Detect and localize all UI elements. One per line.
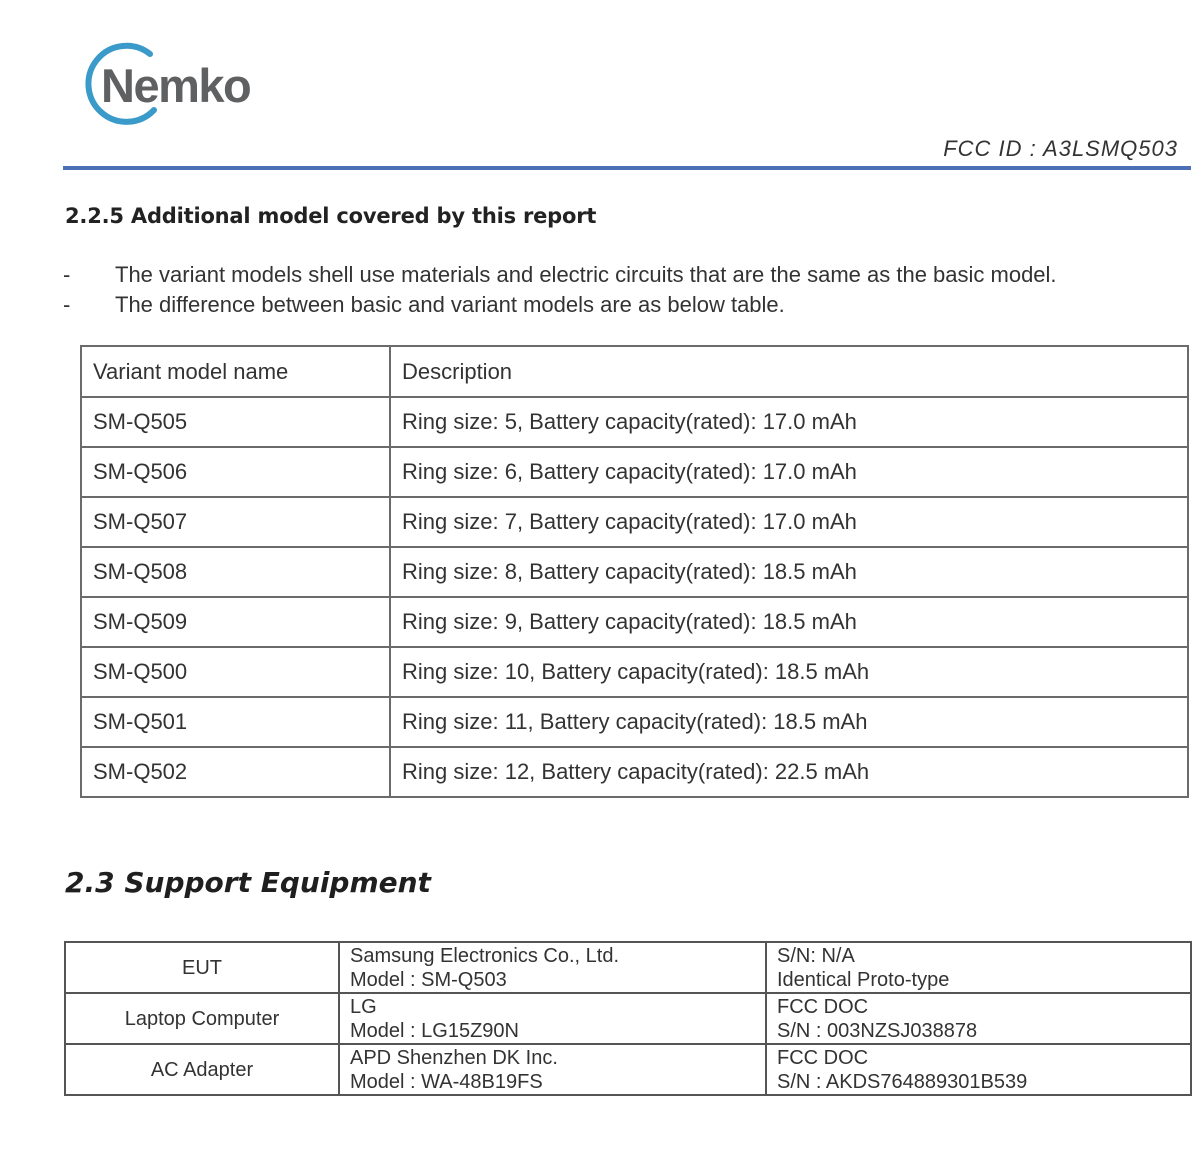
manufacturer-text: Samsung Electronics Co., Ltd. bbox=[350, 944, 620, 967]
model-cell: SM-Q509 bbox=[81, 597, 390, 647]
table-header-row bbox=[81, 346, 1188, 397]
description-cell: Ring size: 6, Battery capacity(rated): 17.0 mAh bbox=[390, 447, 1188, 497]
table-row bbox=[81, 697, 1188, 747]
bullet-item bbox=[63, 290, 1057, 320]
variant-models-table bbox=[80, 345, 1189, 798]
table-row bbox=[65, 993, 1191, 1044]
description-cell: Ring size: 9, Battery capacity(rated): 18.5 mAh bbox=[390, 597, 1188, 647]
header-divider bbox=[63, 166, 1191, 170]
section-heading-support-equipment: 2.3 Support Equipment bbox=[65, 866, 431, 899]
bullet-text: The difference between basic and variant models are as below table. bbox=[115, 292, 785, 317]
manufacturer-model-cell bbox=[339, 1044, 766, 1095]
table-row bbox=[81, 447, 1188, 497]
model-cell: SM-Q501 bbox=[81, 697, 390, 747]
description-cell: Ring size: 8, Battery capacity(rated): 18.5 mAh bbox=[390, 547, 1188, 597]
manufacturer-text: APD Shenzhen DK Inc. bbox=[350, 1046, 558, 1069]
table-row bbox=[81, 647, 1188, 697]
certification-serial-cell bbox=[766, 993, 1191, 1044]
model-cell: SM-Q502 bbox=[81, 747, 390, 797]
certification-text: FCC DOC bbox=[777, 1046, 869, 1069]
description-cell: Ring size: 10, Battery capacity(rated): 18.5 mAh bbox=[390, 647, 1188, 697]
serial-text: S/N : AKDS764889301B539 bbox=[777, 1070, 1028, 1093]
model-cell: SM-Q508 bbox=[81, 547, 390, 597]
model-cell: SM-Q500 bbox=[81, 647, 390, 697]
bullet-marker: - bbox=[63, 292, 71, 317]
description-cell: Ring size: 12, Battery capacity(rated): 22.5 mAh bbox=[390, 747, 1188, 797]
serial-text: Identical Proto-type bbox=[777, 968, 950, 991]
table-row bbox=[65, 1044, 1191, 1095]
nemko-logo bbox=[72, 42, 272, 132]
fcc-id-label: FCC ID : A3LSMQ503 bbox=[943, 136, 1178, 161]
table-row bbox=[81, 497, 1188, 547]
table-row bbox=[81, 547, 1188, 597]
description-cell: Ring size: 5, Battery capacity(rated): 17.0 mAh bbox=[390, 397, 1188, 447]
support-equipment-table bbox=[64, 941, 1192, 1096]
bullet-text: The variant models shell use materials and electric circuits that are the same as the basic model. bbox=[115, 262, 1057, 287]
manufacturer-model-cell bbox=[339, 942, 766, 993]
logo-text: Nemko bbox=[101, 59, 251, 112]
model-cell: SM-Q505 bbox=[81, 397, 390, 447]
bullet-item bbox=[63, 260, 1057, 290]
certification-serial-cell bbox=[766, 942, 1191, 993]
table-row bbox=[81, 747, 1188, 797]
manufacturer-text: LG bbox=[350, 995, 377, 1018]
table-row bbox=[65, 942, 1191, 993]
model-cell: SM-Q506 bbox=[81, 447, 390, 497]
certification-serial-cell bbox=[766, 1044, 1191, 1095]
column-header-model: Variant model name bbox=[81, 346, 390, 397]
bullet-list bbox=[63, 260, 1057, 320]
certification-text: FCC DOC bbox=[777, 995, 869, 1018]
table-row bbox=[81, 397, 1188, 447]
model-text: Model : LG15Z90N bbox=[350, 1019, 519, 1042]
model-text: Model : SM-Q503 bbox=[350, 968, 507, 991]
equipment-type-cell: Laptop Computer bbox=[65, 993, 339, 1044]
equipment-type-cell: AC Adapter bbox=[65, 1044, 339, 1095]
equipment-type-cell: EUT bbox=[65, 942, 339, 993]
column-header-description: Description bbox=[390, 346, 1188, 397]
serial-text: S/N : 003NZSJ038878 bbox=[777, 1019, 978, 1042]
model-text: Model : WA-48B19FS bbox=[350, 1070, 543, 1093]
certification-text: S/N: N/A bbox=[777, 944, 855, 967]
description-cell: Ring size: 11, Battery capacity(rated): 18.5 mAh bbox=[390, 697, 1188, 747]
description-cell: Ring size: 7, Battery capacity(rated): 17.0 mAh bbox=[390, 497, 1188, 547]
model-cell: SM-Q507 bbox=[81, 497, 390, 547]
section-heading-additional-models: 2.2.5 Additional model covered by this report bbox=[65, 204, 597, 228]
table-row bbox=[81, 597, 1188, 647]
bullet-marker: - bbox=[63, 262, 71, 287]
manufacturer-model-cell bbox=[339, 993, 766, 1044]
